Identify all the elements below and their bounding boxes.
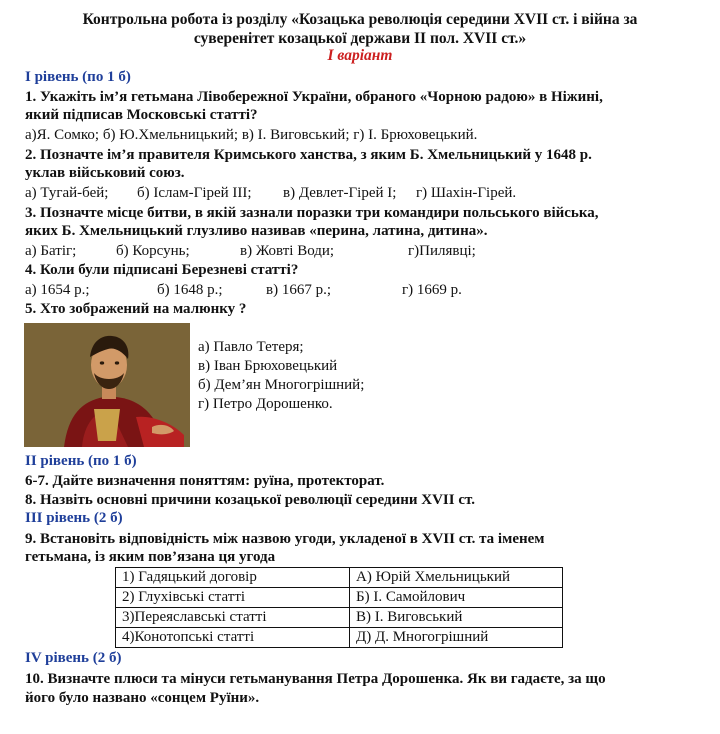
question-2-option-b: б) Іслам-Гірей ІІІ; — [137, 185, 252, 201]
level-2-heading: ІІ рівень (по 1 б) — [25, 453, 137, 469]
table-row — [116, 628, 563, 648]
level-4-heading: IV рівень (2 б) — [25, 650, 122, 666]
question-4-option-d: г) 1669 р. — [402, 282, 462, 298]
question-5-option-b: в) Іван Брюховецький — [198, 358, 338, 374]
hetman-portrait — [24, 323, 190, 447]
hetman-cell: Б) І. Самойлович — [350, 588, 563, 608]
table-row — [116, 608, 563, 628]
question-3-option-b: б) Корсунь; — [116, 243, 190, 259]
question-4-line-1: 4. Коли були підписані Березневі статті? — [25, 262, 299, 278]
question-10-line-1: 10. Визначте плюси та мінуси гетьманування Петра Дорошенка. Як ви гадаєте, за що — [25, 671, 606, 687]
question-6-7: 6-7. Дайте визначення поняттям: руїна, протекторат. — [25, 473, 385, 489]
question-2-line-1: 2. Позначте ім’я правителя Кримського ханства, з яким Б. Хмельницький у 1648 р. — [25, 147, 592, 163]
level-3-heading: ІІІ рівень (2 б) — [25, 510, 123, 526]
question-2-option-d: г) Шахін-Гірей. — [416, 185, 517, 201]
question-1-options: а)Я. Сомко; б) Ю.Хмельницький; в) І. Виговський; г) І. Брюховецький. — [25, 127, 478, 143]
question-5-option-c: б) Дем’ян Многогрішний; — [198, 377, 365, 393]
question-10-line-2: його було названо «сонцем Руїни». — [25, 690, 260, 706]
question-3-option-d: г)Пилявці; — [408, 243, 476, 259]
question-4-option-b: б) 1648 р.; — [157, 282, 223, 298]
title-line-2: суверенітет козацької держави ІІ пол. XVII ст.» — [193, 30, 527, 47]
level-1-heading: І рівень (по 1 б) — [25, 69, 131, 85]
question-9-line-2: гетьмана, із яким пов’язана ця угода — [25, 549, 276, 565]
agreement-cell: 1) Гадяцький договір — [116, 568, 350, 588]
title-line-1: Контрольна робота із розділу «Козацька революція середини XVII ст. і війна за — [82, 11, 638, 28]
question-4-option-a: а) 1654 р.; — [25, 282, 90, 298]
question-4-option-c: в) 1667 р.; — [266, 282, 331, 298]
question-9-line-1: 9. Встановіть відповідність між назвою угоди, укладеної в XVII ст. та іменем — [25, 531, 545, 547]
question-5-option-d: г) Петро Дорошенко. — [198, 396, 333, 412]
table-row — [116, 568, 563, 588]
question-1-line-1: 1. Укажіть ім’я гетьмана Лівобережної України, обраного «Чорною радою» в Ніжині, — [25, 89, 603, 105]
question-2-option-c: в) Девлет-Гірей І; — [283, 185, 397, 201]
question-5-option-a: а) Павло Тетеря; — [198, 339, 304, 355]
question-3-line-2: яких Б. Хмельницький глузливо називав «перина, латина, дитина». — [25, 223, 488, 239]
question-2-line-2: уклав військовий союз. — [25, 165, 185, 181]
hetman-cell: В) І. Виговський — [350, 608, 563, 628]
question-5-line-1: 5. Хто зображений на малюнку ? — [25, 301, 247, 317]
question-3-option-a: а) Батіг; — [25, 243, 77, 259]
agreement-cell: 2) Глухівські статті — [116, 588, 350, 608]
agreement-cell: 4)Конотопські статті — [116, 628, 350, 648]
question-1-line-2: який підписав Московські статті? — [25, 107, 258, 123]
hetman-cell: Д) Д. Многогрішний — [350, 628, 563, 648]
question-3-line-1: 3. Позначте місце битви, в якій зазнали поразки три командири польського війська, — [25, 205, 599, 221]
matching-table — [115, 567, 563, 648]
variant-label: І варіант — [327, 47, 393, 64]
hetman-cell: А) Юрій Хмельницький — [350, 568, 563, 588]
table-row — [116, 588, 563, 608]
question-3-option-c: в) Жовті Води; — [240, 243, 335, 259]
question-8: 8. Назвіть основні причини козацької революції середини XVII ст. — [25, 492, 475, 508]
question-2-option-a: а) Тугай-бей; — [25, 185, 109, 201]
agreement-cell: 3)Переяславські статті — [116, 608, 350, 628]
